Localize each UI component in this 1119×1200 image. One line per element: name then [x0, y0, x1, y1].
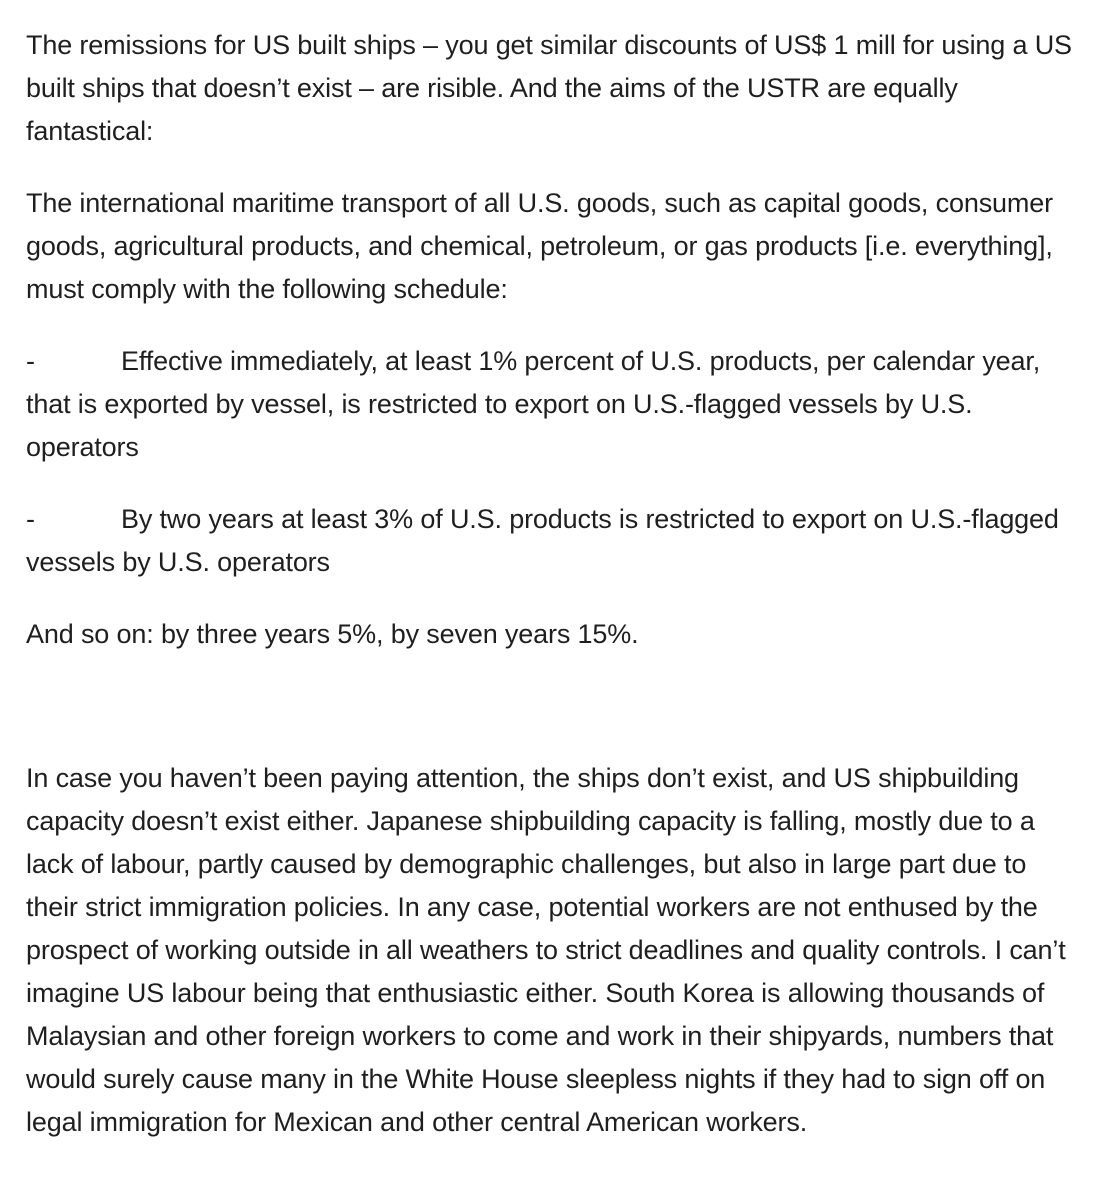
paragraph-shipbuilding: In case you haven’t been paying attention, the ships don’t exist, and US shipbuilding capacity doesn’t exist either. Japanese shipbuilding capacity is falling, mostly due to a lack of labour, partly caused by demographic challenges, but also in large part due to their strict immigration policies. In any case, potential workers are not enthused by the prospect of working outside in all weathers to strict deadlines and quality controls. I can’t imagine US labour being that enthusiastic either. South Korea is allowing thousands of Malaysian and other foreign workers to come and work in their shipyards, numbers that would surely cause many in the White House sleepless nights if they had to sign off on legal immigration for Mexican and other central American workers.: [26, 763, 1066, 1137]
list-item-bullet-1: [26, 340, 1079, 469]
bullet-2-text: By two years at least 3% of U.S. products is restricted to export on U.S.-flagged vessels by U.S. operators: [26, 504, 1059, 577]
bullet-marker: -: [26, 504, 35, 534]
list-item-bullet-2: [26, 498, 1079, 584]
paragraph-and-so-on: And so on: by three years 5%, by seven years 15%.: [26, 619, 639, 649]
paragraph-schedule-intro: The international maritime transport of all U.S. goods, such as capital goods, consumer goods, agricultural products, and chemical, petroleum, or gas products [i.e. everything], must comply with the following schedule:: [26, 188, 1053, 304]
bullet-marker: -: [26, 346, 35, 376]
paragraph-spacer: [26, 685, 1079, 757]
bullet-1-text: Effective immediately, at least 1% percent of U.S. products, per calendar year, that is exported by vessel, is restricted to export on U.S.-flagged vessels by U.S. operators: [26, 346, 1041, 462]
paragraph-remissions: The remissions for US built ships – you get similar discounts of US$ 1 mill for using a US built ships that doesn’t exist – are risible. And the aims of the USTR are equally fantastical:: [26, 30, 1072, 146]
